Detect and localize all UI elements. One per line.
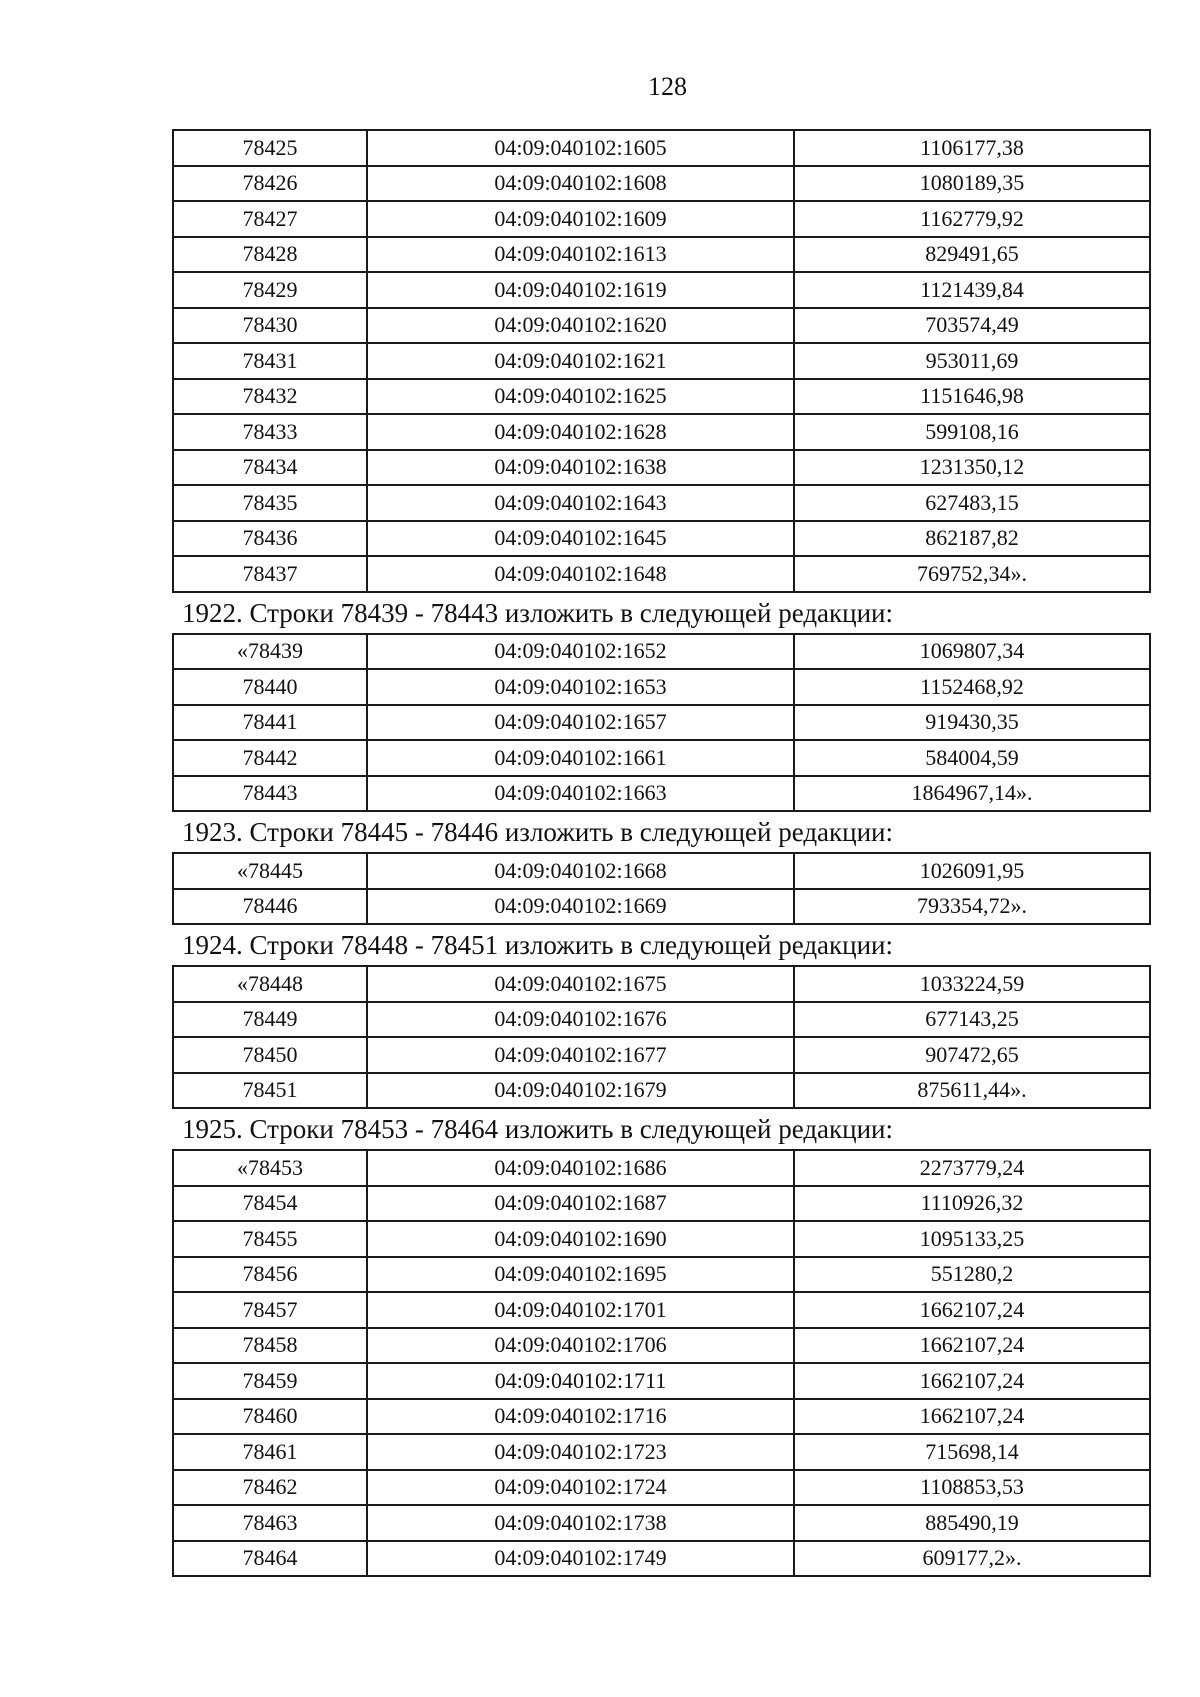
table-row — [173, 1150, 1150, 1186]
row-number-cell: «78448 — [173, 966, 367, 1002]
table-row — [173, 272, 1150, 308]
amendment-heading: 1923. Строки 78445 - 78446 изложить в следующей редакции: — [182, 817, 894, 847]
cadastral-table — [172, 852, 1151, 925]
row-number-cell: 78441 — [173, 705, 367, 741]
row-number-cell: 78436 — [173, 521, 367, 557]
cadastral-value-cell: 875611,44». — [794, 1073, 1150, 1109]
cadastral-number-cell: 04:09:040102:1676 — [367, 1002, 794, 1038]
cadastral-number-cell: 04:09:040102:1711 — [367, 1363, 794, 1399]
table-row — [173, 1221, 1150, 1257]
row-number-cell: 78457 — [173, 1292, 367, 1328]
cadastral-number-cell: 04:09:040102:1621 — [367, 343, 794, 379]
cadastral-value-cell: 1231350,12 — [794, 450, 1150, 486]
table-row — [173, 1292, 1150, 1328]
row-number-cell: 78442 — [173, 740, 367, 776]
cadastral-value-cell: 1033224,59 — [794, 966, 1150, 1002]
table-row — [173, 1328, 1150, 1364]
table-row — [173, 1541, 1150, 1577]
table-row — [173, 669, 1150, 705]
cadastral-value-cell: 609177,2». — [794, 1541, 1150, 1577]
row-number-cell: «78445 — [173, 853, 367, 889]
cadastral-value-cell: 1110926,32 — [794, 1186, 1150, 1222]
table-row — [173, 343, 1150, 379]
cadastral-value-cell: 919430,35 — [794, 705, 1150, 741]
row-number-cell: 78433 — [173, 414, 367, 450]
cadastral-number-cell: 04:09:040102:1701 — [367, 1292, 794, 1328]
cadastral-value-cell: 1121439,84 — [794, 272, 1150, 308]
row-number-cell: 78455 — [173, 1221, 367, 1257]
cadastral-value-cell: 551280,2 — [794, 1257, 1150, 1293]
amendment-section — [172, 593, 1149, 813]
amendment-heading: 1922. Строки 78439 - 78443 изложить в следующей редакции: — [182, 597, 894, 628]
cadastral-value-cell: 677143,25 — [794, 1002, 1150, 1038]
row-number-cell: «78453 — [173, 1150, 367, 1186]
row-number-cell: 78425 — [173, 130, 367, 166]
table-row — [173, 450, 1150, 486]
cadastral-table — [172, 1149, 1151, 1577]
cadastral-value-cell: 1162779,92 — [794, 201, 1150, 237]
row-number-cell: 78426 — [173, 166, 367, 202]
cadastral-number-cell: 04:09:040102:1609 — [367, 201, 794, 237]
cadastral-value-cell: 715698,14 — [794, 1434, 1150, 1470]
row-number-cell: 78461 — [173, 1434, 367, 1470]
cadastral-number-cell: 04:09:040102:1677 — [367, 1037, 794, 1073]
cadastral-value-cell: 1152468,92 — [794, 669, 1150, 705]
table-row — [173, 308, 1150, 344]
table-row — [173, 889, 1150, 925]
table-row — [173, 1434, 1150, 1470]
table-row — [173, 201, 1150, 237]
table-row — [173, 237, 1150, 273]
cadastral-number-cell: 04:09:040102:1653 — [367, 669, 794, 705]
page-number: 128 — [648, 72, 687, 101]
cadastral-number-cell: 04:09:040102:1643 — [367, 485, 794, 521]
cadastral-value-cell: 1106177,38 — [794, 130, 1150, 166]
row-number-cell: 78463 — [173, 1505, 367, 1541]
cadastral-number-cell: 04:09:040102:1625 — [367, 379, 794, 415]
cadastral-value-cell: 1069807,34 — [794, 634, 1150, 670]
cadastral-table — [172, 633, 1151, 813]
table-row — [173, 1186, 1150, 1222]
cadastral-value-cell: 829491,65 — [794, 237, 1150, 273]
row-number-cell: 78435 — [173, 485, 367, 521]
cadastral-value-cell: 1662107,24 — [794, 1399, 1150, 1435]
row-number-cell: «78439 — [173, 634, 367, 670]
table-row — [173, 521, 1150, 557]
amendment-heading: 1924. Строки 78448 - 78451 изложить в следующей редакции: — [182, 930, 894, 960]
row-number-cell: 78454 — [173, 1186, 367, 1222]
table-row — [173, 853, 1150, 889]
row-number-cell: 78434 — [173, 450, 367, 486]
cadastral-number-cell: 04:09:040102:1716 — [367, 1399, 794, 1435]
amendment-section — [172, 812, 1149, 925]
cadastral-value-cell: 1151646,98 — [794, 379, 1150, 415]
cadastral-number-cell: 04:09:040102:1652 — [367, 634, 794, 670]
cadastral-value-cell: 584004,59 — [794, 740, 1150, 776]
row-number-cell: 78464 — [173, 1541, 367, 1577]
row-number-cell: 78456 — [173, 1257, 367, 1293]
cadastral-number-cell: 04:09:040102:1706 — [367, 1328, 794, 1364]
table-row — [173, 556, 1150, 592]
cadastral-number-cell: 04:09:040102:1608 — [367, 166, 794, 202]
cadastral-number-cell: 04:09:040102:1695 — [367, 1257, 794, 1293]
amendment-heading: 1925. Строки 78453 - 78464 изложить в следующей редакции: — [182, 1114, 894, 1144]
table-row — [173, 776, 1150, 812]
cadastral-value-cell: 703574,49 — [794, 308, 1150, 344]
table-row — [173, 1363, 1150, 1399]
row-number-cell: 78432 — [173, 379, 367, 415]
table-row — [173, 1037, 1150, 1073]
row-number-cell: 78460 — [173, 1399, 367, 1435]
row-number-cell: 78431 — [173, 343, 367, 379]
row-number-cell: 78443 — [173, 776, 367, 812]
cadastral-number-cell: 04:09:040102:1669 — [367, 889, 794, 925]
cadastral-number-cell: 04:09:040102:1675 — [367, 966, 794, 1002]
row-number-cell: 78427 — [173, 201, 367, 237]
cadastral-value-cell: 862187,82 — [794, 521, 1150, 557]
table-row — [173, 1257, 1150, 1293]
cadastral-value-cell: 1864967,14». — [794, 776, 1150, 812]
amendment-section — [172, 129, 1149, 593]
cadastral-number-cell: 04:09:040102:1628 — [367, 414, 794, 450]
table-row — [173, 379, 1150, 415]
cadastral-value-cell: 1662107,24 — [794, 1328, 1150, 1364]
cadastral-number-cell: 04:09:040102:1723 — [367, 1434, 794, 1470]
row-number-cell: 78449 — [173, 1002, 367, 1038]
table-row — [173, 485, 1150, 521]
cadastral-value-cell: 2273779,24 — [794, 1150, 1150, 1186]
cadastral-value-cell: 1662107,24 — [794, 1292, 1150, 1328]
amendment-section — [172, 925, 1149, 1109]
cadastral-number-cell: 04:09:040102:1679 — [367, 1073, 794, 1109]
row-number-cell: 78450 — [173, 1037, 367, 1073]
cadastral-number-cell: 04:09:040102:1613 — [367, 237, 794, 273]
cadastral-number-cell: 04:09:040102:1605 — [367, 130, 794, 166]
cadastral-number-cell: 04:09:040102:1668 — [367, 853, 794, 889]
cadastral-value-cell: 953011,69 — [794, 343, 1150, 379]
table-row — [173, 414, 1150, 450]
row-number-cell: 78462 — [173, 1470, 367, 1506]
cadastral-number-cell: 04:09:040102:1657 — [367, 705, 794, 741]
cadastral-value-cell: 627483,15 — [794, 485, 1150, 521]
cadastral-number-cell: 04:09:040102:1620 — [367, 308, 794, 344]
cadastral-value-cell: 1095133,25 — [794, 1221, 1150, 1257]
cadastral-number-cell: 04:09:040102:1687 — [367, 1186, 794, 1222]
cadastral-number-cell: 04:09:040102:1661 — [367, 740, 794, 776]
cadastral-number-cell: 04:09:040102:1738 — [367, 1505, 794, 1541]
cadastral-table — [172, 965, 1151, 1109]
table-row — [173, 1470, 1150, 1506]
cadastral-value-cell: 1026091,95 — [794, 853, 1150, 889]
cadastral-number-cell: 04:09:040102:1645 — [367, 521, 794, 557]
cadastral-value-cell: 885490,19 — [794, 1505, 1150, 1541]
table-row — [173, 966, 1150, 1002]
row-number-cell: 78437 — [173, 556, 367, 592]
cadastral-number-cell: 04:09:040102:1663 — [367, 776, 794, 812]
table-row — [173, 1399, 1150, 1435]
document-body — [172, 129, 1149, 1577]
table-row — [173, 130, 1150, 166]
row-number-cell: 78428 — [173, 237, 367, 273]
cadastral-value-cell: 1108853,53 — [794, 1470, 1150, 1506]
cadastral-value-cell: 1662107,24 — [794, 1363, 1150, 1399]
table-row — [173, 166, 1150, 202]
amendment-section — [172, 1109, 1149, 1577]
cadastral-number-cell: 04:09:040102:1648 — [367, 556, 794, 592]
table-row — [173, 1073, 1150, 1109]
table-row — [173, 1505, 1150, 1541]
cadastral-value-cell: 599108,16 — [794, 414, 1150, 450]
cadastral-value-cell: 907472,65 — [794, 1037, 1150, 1073]
cadastral-number-cell: 04:09:040102:1749 — [367, 1541, 794, 1577]
row-number-cell: 78440 — [173, 669, 367, 705]
cadastral-table — [172, 129, 1151, 593]
cadastral-value-cell: 1080189,35 — [794, 166, 1150, 202]
cadastral-number-cell: 04:09:040102:1619 — [367, 272, 794, 308]
cadastral-value-cell: 769752,34». — [794, 556, 1150, 592]
cadastral-number-cell: 04:09:040102:1686 — [367, 1150, 794, 1186]
table-row — [173, 705, 1150, 741]
row-number-cell: 78459 — [173, 1363, 367, 1399]
row-number-cell: 78451 — [173, 1073, 367, 1109]
cadastral-number-cell: 04:09:040102:1690 — [367, 1221, 794, 1257]
cadastral-value-cell: 793354,72». — [794, 889, 1150, 925]
row-number-cell: 78446 — [173, 889, 367, 925]
cadastral-number-cell: 04:09:040102:1724 — [367, 1470, 794, 1506]
table-row — [173, 1002, 1150, 1038]
row-number-cell: 78430 — [173, 308, 367, 344]
table-row — [173, 740, 1150, 776]
row-number-cell: 78429 — [173, 272, 367, 308]
cadastral-number-cell: 04:09:040102:1638 — [367, 450, 794, 486]
row-number-cell: 78458 — [173, 1328, 367, 1364]
table-row — [173, 634, 1150, 670]
